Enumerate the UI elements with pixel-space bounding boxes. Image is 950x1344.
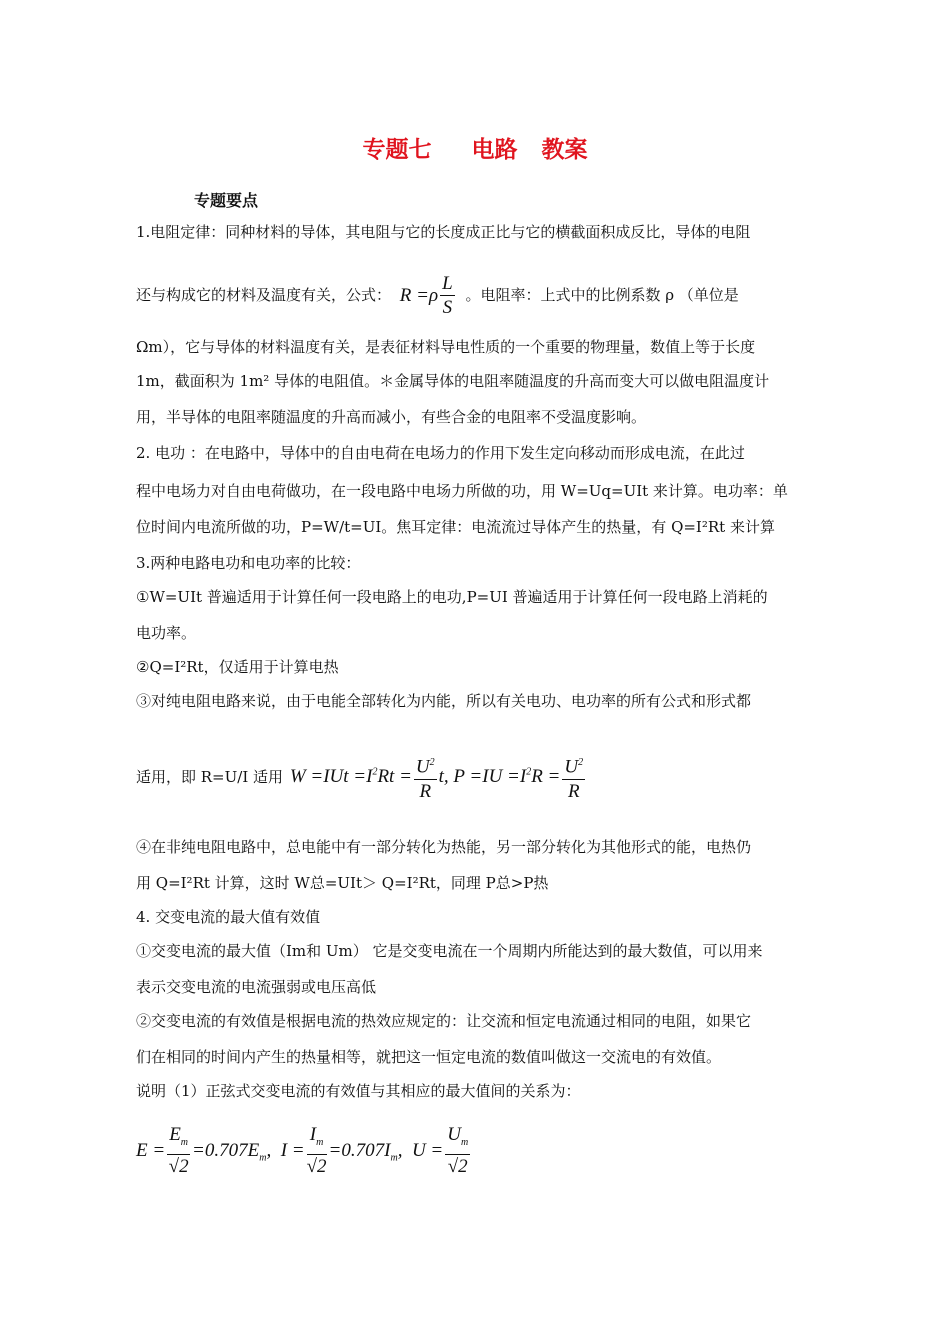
paragraph-line: 3.两种电路电功和电功率的比较： xyxy=(136,554,361,572)
paragraph-line: 2. 电功 ：在电路中，导体中的自由电荷在电场力的作用下发生定向移动而形成电流，在此过 xyxy=(136,444,745,462)
paragraph-line: 4. 交变电流的最大值有效值 xyxy=(136,908,321,926)
paragraph-line: 用，半导体的电阻率随温度的升高而减小，有些合金的电阻率不受温度影响。 xyxy=(136,408,647,426)
section-heading: 专题要点 xyxy=(194,191,259,210)
paragraph-line: 用 Q=I²Rt 计算，这时 W总=UIt＞ Q=I²Rt，同理 P总>P热 xyxy=(136,874,549,892)
paragraph-line: 们在相同的时间内产生的热量相等，就把这一恒定电流的数值叫做这一交流电的有效值。 xyxy=(136,1048,722,1066)
paragraph-line-with-formula xyxy=(136,272,816,318)
paragraph-line: ②交变电流的有效值是根据电流的热效应规定的：让交流和恒定电流通过相同的电阻，如果它 xyxy=(136,1012,752,1030)
paragraph-line: ③对纯电阻电路来说，由于电能全部转化为内能，所以有关电功、电功率的所有公式和形式都 xyxy=(136,692,752,710)
paragraph-line: 1.电阻定律：同种材料的导体，其电阻与它的长度成正比与它的横截面积成反比，导体的电阻 xyxy=(136,223,751,241)
power-formula: $W =IUt =I^2Rt$ = $\frac{U^2}{R}$ t, $P =IU =I^2R$ = $\frac{U^2}{R}$ xyxy=(290,752,587,803)
paragraph-line: 位时间内电流所做的功，P=W/t=UI。焦耳定律：电流流过导体产生的热量，有 Q=I²Rt 来计算 xyxy=(136,518,775,536)
paragraph-line: Ωm），它与导体的材料温度有关，是表征材料导电性质的一个重要的物理量，数值上等于长度 xyxy=(136,338,756,356)
paragraph-line: 说明（1）正弦式交变电流的有效值与其相应的最大值间的关系为： xyxy=(136,1082,581,1100)
document-title: 专题七 电路 教案 xyxy=(362,137,588,163)
paragraph-line-with-formula xyxy=(136,756,816,802)
text-segment: 。电阻率：上式中的比例系数 ρ （单位是 xyxy=(465,286,739,304)
paragraph-line: 程中电场力对自由电荷做功，在一段电路中电场力所做的功，用 W=Uq=UIt 来计算。电功率：单 xyxy=(136,482,788,500)
text-segment: 还与构成它的材料及温度有关，公式： xyxy=(136,286,392,304)
paragraph-line: ①交变电流的最大值（Im和 Um） 它是交变电流在一个周期内所能达到的最大数值，可以用来 xyxy=(136,942,763,960)
paragraph-line: 表示交变电流的电流强弱或电压高低 xyxy=(136,978,377,996)
paragraph-line: ①W=UIt 普遍适用于计算任何一段电路上的电功,P=UI 普遍适用于计算任何一段电路上消耗的 xyxy=(136,588,768,606)
paragraph-line: ②Q=I²Rt，仅适用于计算电热 xyxy=(136,658,339,676)
rms-formula: E = $\frac{E_m}{√2}$ $=0.707E_m$, I = $\frac{I_m}{√2}$ $=0.707I_m$, U = $\frac{U_m}{√2}$ xyxy=(136,1124,469,1177)
paragraph-line: 1m，截面积为 1m² 导体的电阻值。＊金属导体的电阻率随温度的升高而变大可以做电阻温度计 xyxy=(136,372,770,390)
resistance-formula: R =ρ $\frac{L}{S}$ xyxy=(399,272,453,318)
paragraph-line: 电功率。 xyxy=(136,624,197,642)
text-segment: 适用，即 R=U/I 适用 xyxy=(136,768,284,786)
paragraph-line: ④在非纯电阻电路中，总电能中有一部分转化为热能，另一部分转化为其他形式的能，电热仍 xyxy=(136,838,752,856)
